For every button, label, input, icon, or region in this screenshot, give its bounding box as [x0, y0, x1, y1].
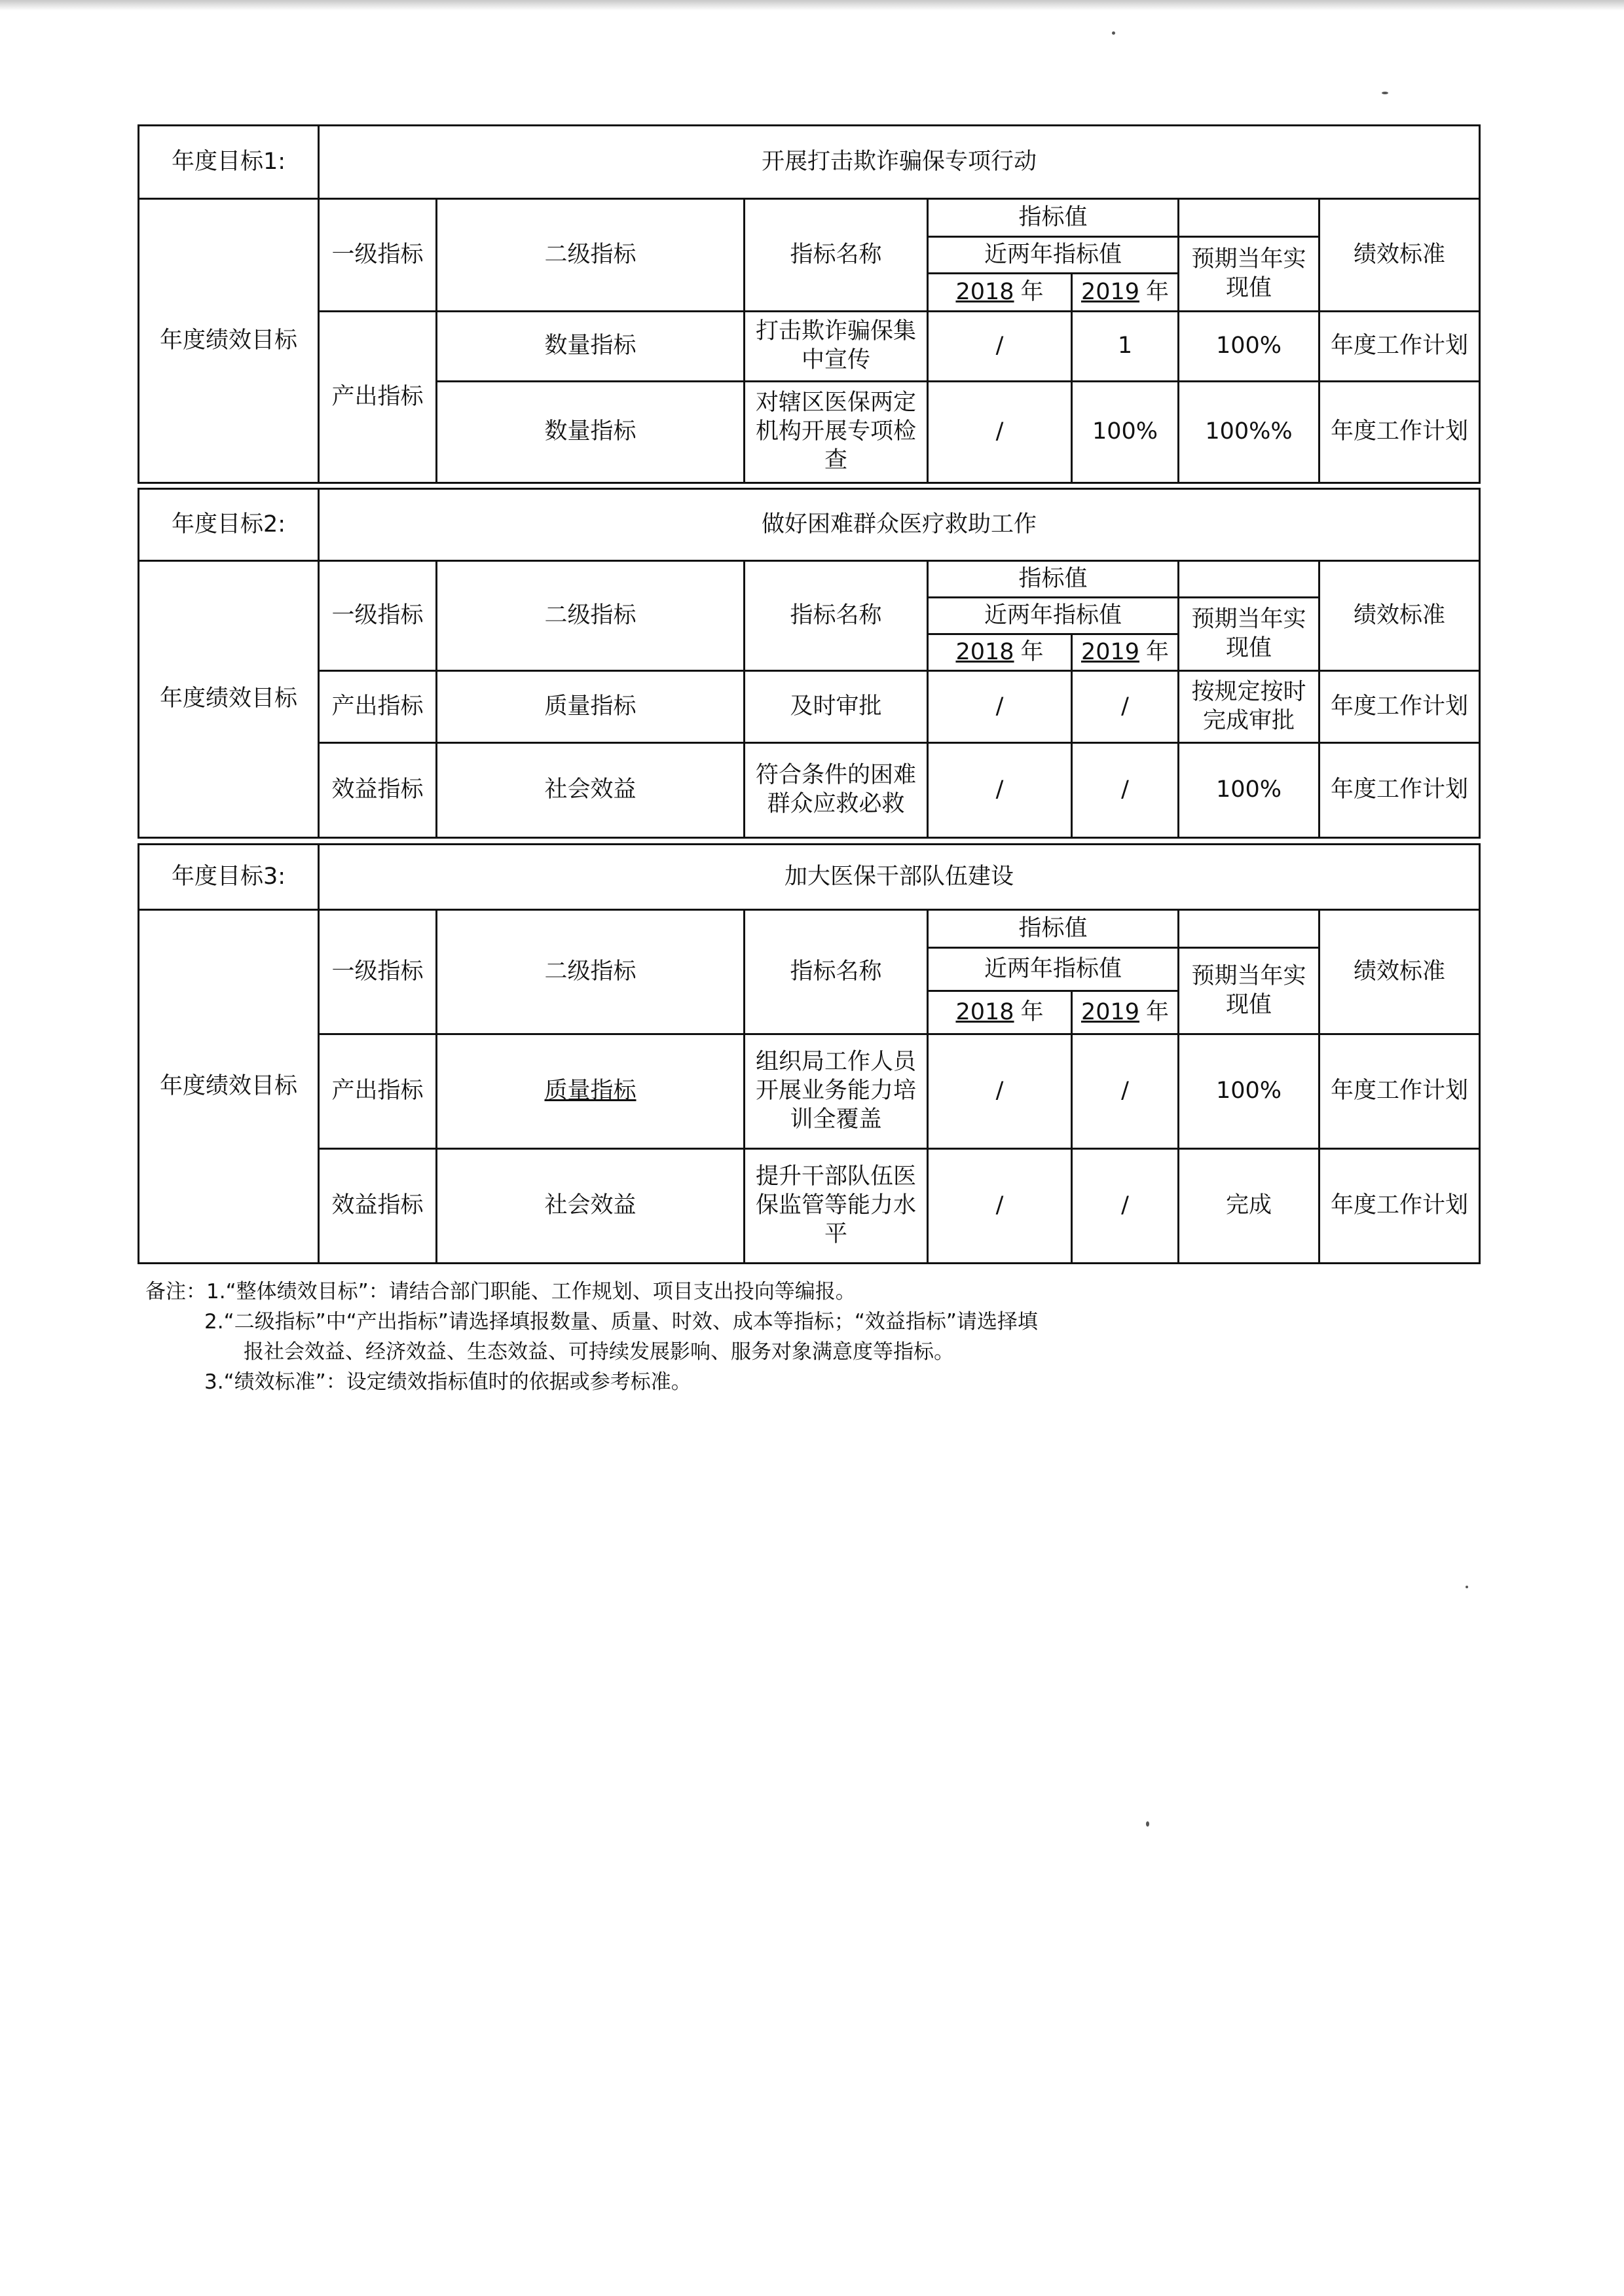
level1-cell: 产出指标 [319, 671, 437, 743]
remark-line-1: 备注：1.“整体绩效目标”：请结合部门职能、工作规划、项目支出投向等编报。 [145, 1280, 856, 1303]
level1-cell: 效益指标 [319, 1149, 437, 1264]
remark-line-3: 报社会效益、经济效益、生态效益、可持续发展影响、服务对象满意度等指标。 [244, 1340, 954, 1364]
level2-cell: 数量指标 [437, 312, 745, 382]
level2-cell: 质量指标 [437, 1034, 745, 1149]
header-blank [1179, 199, 1320, 237]
value-2018-cell: / [928, 743, 1072, 838]
expected-cell: 100% [1179, 1034, 1320, 1149]
goal-table [138, 843, 1481, 1264]
level2-cell: 社会效益 [437, 1149, 745, 1264]
value-2019-cell: / [1072, 1149, 1179, 1264]
header-expected: 预期当年实现值 [1179, 598, 1320, 671]
header-year-2018: 2018 年 [928, 634, 1072, 671]
header-level1: 一级指标 [319, 561, 437, 671]
standard-cell: 年度工作计划 [1320, 382, 1480, 483]
expected-cell: 100%% [1179, 382, 1320, 483]
goal-label: 年度目标1: [139, 126, 319, 199]
standard-cell: 年度工作计划 [1320, 743, 1480, 838]
indicator-name-cell: 提升干部队伍医保监管等能力水平 [745, 1149, 928, 1264]
goal-block-1 [138, 124, 1479, 484]
goal-title: 开展打击欺诈骗保专项行动 [319, 126, 1480, 199]
value-2019-cell: / [1072, 743, 1179, 838]
scan-speck [1466, 1586, 1468, 1588]
header-recent-two-years: 近两年指标值 [928, 948, 1179, 991]
header-expected: 预期当年实现值 [1179, 237, 1320, 312]
remark-line-2: 2.“二级指标”中“产出指标”请选择填报数量、质量、时效、成本等指标；“效益指标”请选择填 [204, 1310, 1038, 1334]
value-2019-cell: / [1072, 671, 1179, 743]
header-indicator-value: 指标值 [928, 561, 1179, 598]
header-indicator-value: 指标值 [928, 910, 1179, 948]
scan-speck [1112, 31, 1115, 35]
header-year-2018: 2018 年 [928, 991, 1072, 1034]
level2-cell: 社会效益 [437, 743, 745, 838]
value-2018-cell: / [928, 312, 1072, 382]
value-2018-cell: / [928, 671, 1072, 743]
value-2019-cell: / [1072, 1034, 1179, 1149]
header-recent-two-years: 近两年指标值 [928, 598, 1179, 634]
indicator-name-cell: 打击欺诈骗保集中宣传 [745, 312, 928, 382]
header-expected: 预期当年实现值 [1179, 948, 1320, 1034]
header-indicator-name: 指标名称 [745, 910, 928, 1034]
expected-cell: 完成 [1179, 1149, 1320, 1264]
header-indicator-name: 指标名称 [745, 561, 928, 671]
header-year-2019: 2019 年 [1072, 991, 1179, 1034]
indicator-name-cell: 及时审批 [745, 671, 928, 743]
scan-speck [1146, 1821, 1149, 1827]
expected-cell: 按规定按时完成审批 [1179, 671, 1320, 743]
goal-block-2 [138, 488, 1479, 839]
goal-label: 年度目标3: [139, 845, 319, 910]
performance-label: 年度绩效目标 [139, 199, 319, 483]
performance-label: 年度绩效目标 [139, 561, 319, 838]
remark-line-4: 3.“绩效标准”：设定绩效指标值时的依据或参考标准。 [204, 1370, 692, 1394]
indicator-name-cell: 符合条件的困难群众应救必救 [745, 743, 928, 838]
header-level2: 二级指标 [437, 199, 745, 312]
standard-cell: 年度工作计划 [1320, 671, 1480, 743]
header-level1: 一级指标 [319, 199, 437, 312]
level1-cell: 效益指标 [319, 743, 437, 838]
header-level2: 二级指标 [437, 910, 745, 1034]
goal-title: 加大医保干部队伍建设 [319, 845, 1480, 910]
header-standard: 绩效标准 [1320, 199, 1480, 312]
expected-cell: 100% [1179, 312, 1320, 382]
header-standard: 绩效标准 [1320, 561, 1480, 671]
header-indicator-name: 指标名称 [745, 199, 928, 312]
value-2018-cell: / [928, 1034, 1072, 1149]
value-2019-cell: 100% [1072, 382, 1179, 483]
level2-cell: 数量指标 [437, 382, 745, 483]
indicator-name-cell: 组织局工作人员开展业务能力培训全覆盖 [745, 1034, 928, 1149]
value-2018-cell: / [928, 382, 1072, 483]
goal-table [138, 488, 1481, 839]
indicator-name-cell: 对辖区医保两定机构开展专项检查 [745, 382, 928, 483]
level1-cell: 产出指标 [319, 1034, 437, 1149]
expected-cell: 100% [1179, 743, 1320, 838]
header-blank [1179, 561, 1320, 598]
header-level2: 二级指标 [437, 561, 745, 671]
header-standard: 绩效标准 [1320, 910, 1480, 1034]
header-indicator-value: 指标值 [928, 199, 1179, 237]
performance-label: 年度绩效目标 [139, 910, 319, 1264]
goal-block-3 [138, 843, 1479, 1264]
goal-title: 做好困难群众医疗救助工作 [319, 489, 1480, 561]
header-year-2019: 2019 年 [1072, 634, 1179, 671]
header-year-2019: 2019 年 [1072, 274, 1179, 312]
level1-cell: 产出指标 [319, 312, 437, 483]
header-year-2018: 2018 年 [928, 274, 1072, 312]
level2-cell: 质量指标 [437, 671, 745, 743]
scan-speck [1382, 92, 1388, 94]
standard-cell: 年度工作计划 [1320, 312, 1480, 382]
value-2018-cell: / [928, 1149, 1072, 1264]
header-blank [1179, 910, 1320, 948]
header-level1: 一级指标 [319, 910, 437, 1034]
standard-cell: 年度工作计划 [1320, 1149, 1480, 1264]
value-2019-cell: 1 [1072, 312, 1179, 382]
remarks [145, 1277, 1390, 1397]
header-recent-two-years: 近两年指标值 [928, 237, 1179, 274]
standard-cell: 年度工作计划 [1320, 1034, 1480, 1149]
goal-label: 年度目标2: [139, 489, 319, 561]
goal-table [138, 124, 1481, 484]
